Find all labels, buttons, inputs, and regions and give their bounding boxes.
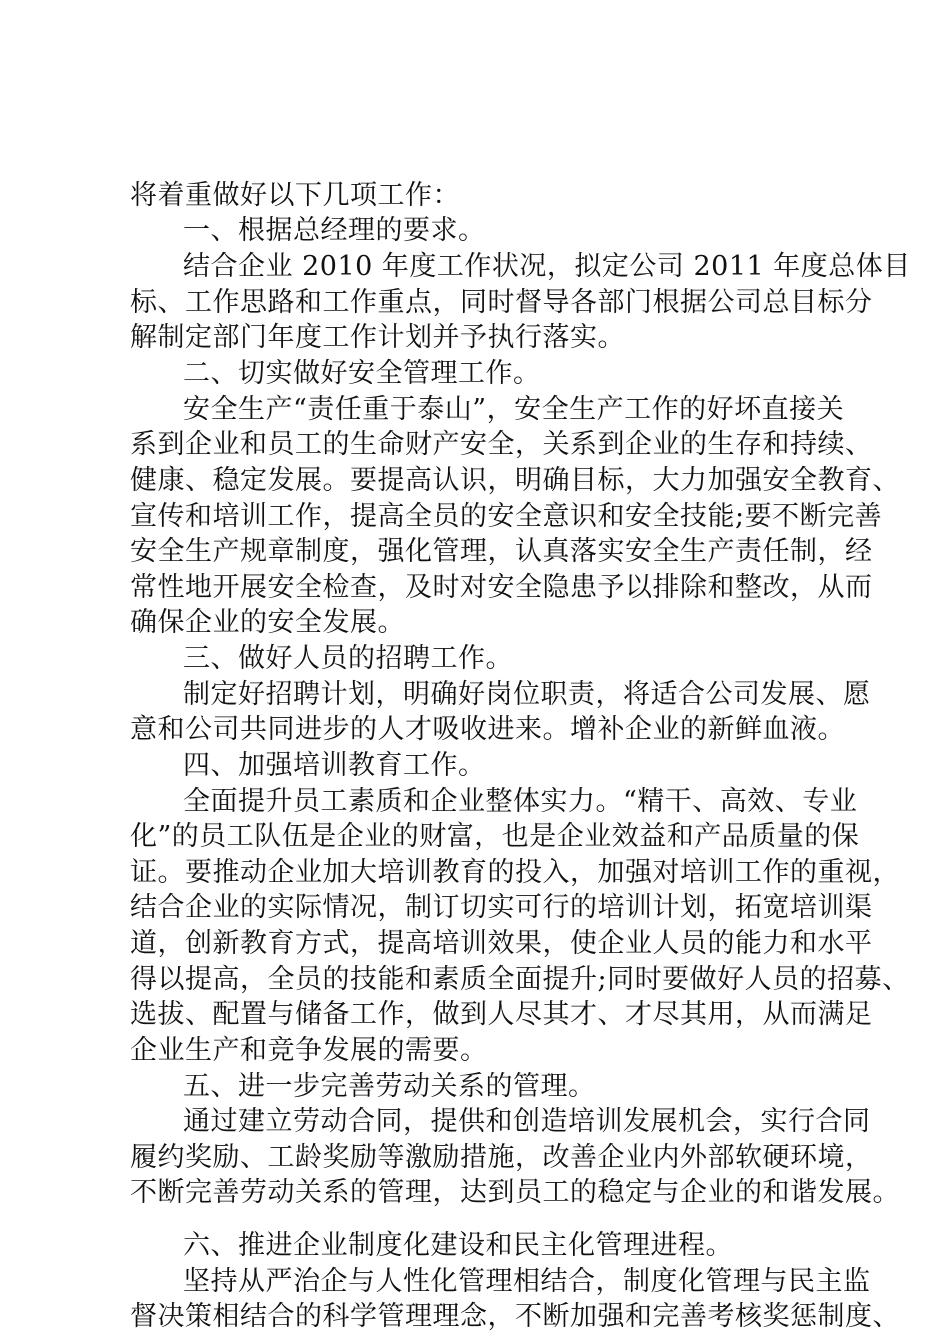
text-line: 结合企业 2010 年度工作状况，拟定公司 2011 年度总体目 [183,251,911,282]
section-heading: 三、做好人员的招聘工作。 [183,643,513,674]
text-line: 安全生产“责任重于泰山”，安全生产工作的好坏直接关 [183,394,845,425]
text-line: 确保企业的安全发展。 [130,607,405,638]
text-line: 结合企业的实际情况，制订切实可行的培训计划，拓宽培训渠 [130,892,873,923]
text-line: 标、工作思路和工作重点，同时督导各部门根据公司总目标分 [130,287,873,318]
text-line: 化”的员工队伍是企业的财富，也是企业效益和产品质量的保 [130,821,860,852]
text-line: 企业生产和竞争发展的需要。 [130,1035,488,1066]
text-line: 将着重做好以下几项工作： [130,180,460,211]
text-line: 督决策相结合的科学管理理念，不断加强和完善考核奖惩制度、 [130,1301,900,1332]
text-line: 通过建立劳动合同，提供和创造培训发展机会，实行合同 [183,1106,871,1137]
text-line: 系到企业和员工的生命财产安全，关系到企业的生存和持续、 [130,429,873,460]
section-heading: 二、切实做好安全管理工作。 [183,358,541,389]
text-line: 意和公司共同进步的人才吸收进来。增补企业的新鲜血液。 [130,714,845,745]
text-line: 证。要推动企业加大培训教育的投入，加强对培训工作的重视， [130,857,900,888]
text-line: 履约奖励、工龄奖励等激励措施，改善企业内外部软硬环境， [130,1142,873,1173]
section-heading: 一、根据总经理的要求。 [183,215,486,246]
section-heading: 六、推进企业制度化建设和民主化管理进程。 [183,1230,733,1261]
text-line: 不断完善劳动关系的管理，达到员工的稳定与企业的和谐发展。 [130,1177,900,1208]
text-line: 安全生产规章制度，强化管理，认真落实安全生产责任制，经 [130,536,873,567]
text-line: 常性地开展安全检查，及时对安全隐患予以排除和整改，从而 [130,572,873,603]
text-line: 宣传和培训工作，提高全员的安全意识和安全技能;要不断完善 [130,501,883,532]
text-line: 全面提升员工素质和企业整体实力。“精干、高效、专业 [183,786,858,817]
section-heading: 四、加强培训教育工作。 [183,750,486,781]
text-line: 得以提高，全员的技能和素质全面提升;同时要做好人员的招募、 [130,964,910,995]
text-line: 解制定部门年度工作计划并予执行落实。 [130,322,625,353]
text-line: 道，创新教育方式，提高培训效果，使企业人员的能力和水平 [130,928,873,959]
text-line: 选拔、配置与储备工作，做到人尽其才、才尽其用，从而满足 [130,999,873,1030]
section-heading: 五、进一步完善劳动关系的管理。 [183,1071,596,1102]
text-line: 制定好招聘计划，明确好岗位职责，将适合公司发展、愿 [183,679,871,710]
text-line: 坚持从严治企与人性化管理相结合，制度化管理与民主监 [183,1266,871,1297]
text-line: 健康、稳定发展。要提高认识，明确目标，大力加强安全教育、 [130,465,900,496]
